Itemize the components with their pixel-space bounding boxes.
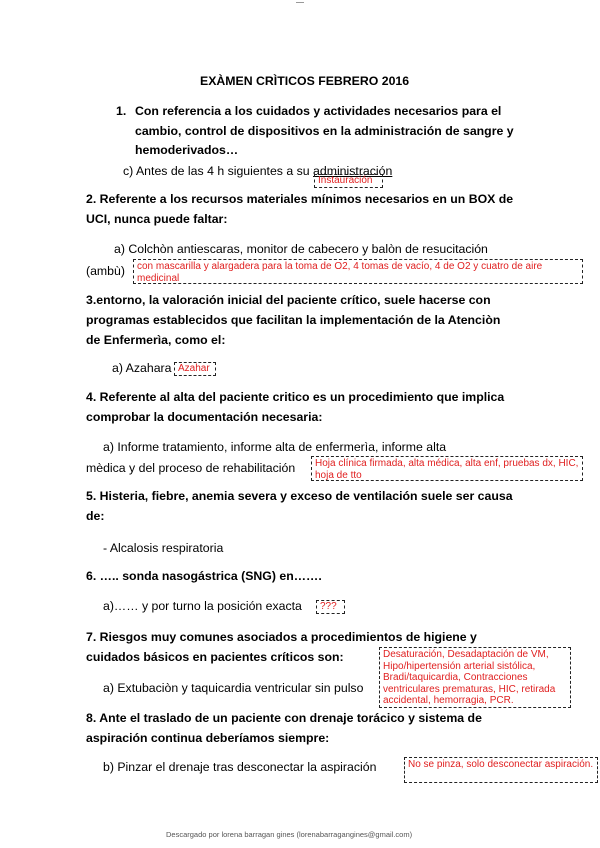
q1-line2: cambio, control de dispositivos en la administración de sangre y bbox=[135, 124, 514, 138]
q4-annotation: Hoja clínica firmada, alta médica, alta enf, pruebas dx, HIC, hoja de tto bbox=[311, 456, 583, 481]
q8-answer: b) Pinzar el drenaje tras desconectar la aspiración bbox=[103, 760, 377, 774]
q1-line3: hemoderivados… bbox=[135, 143, 239, 157]
q5-line2: de: bbox=[86, 509, 105, 523]
q2-line2: UCI, nunca puede faltar: bbox=[86, 212, 228, 226]
q8-line1: 8. Ante el traslado de un paciente con drenaje torácico y sistema de bbox=[86, 711, 482, 725]
q1-line1: Con referencia a los cuidados y actividades necesarios para el bbox=[135, 104, 502, 118]
q7-answer: a) Extubaciòn y taquicardia ventricular sin pulso bbox=[103, 681, 364, 695]
page-title: EXÀMEN CRÌTICOS FEBRERO 2016 bbox=[200, 74, 410, 88]
download-footer: Descargado por lorena barragan gines (lorenabarragangines@gmail.com) bbox=[166, 830, 413, 839]
q4-answer-line1: a) Informe tratamiento, informe alta de enfermerìa, informe alta bbox=[103, 440, 447, 454]
q1-annotation: Instauración bbox=[314, 174, 383, 188]
q1-number: 1. bbox=[116, 104, 127, 118]
q3-line2: programas establecidos que facilitan la implementación de la Atenciòn bbox=[86, 313, 501, 327]
top-mark bbox=[296, 2, 304, 3]
q4-line1: 4. Referente al alta del paciente critico es un procedimiento que implica bbox=[86, 390, 505, 404]
q7-annotation: Desaturación, Desadaptación de VM, Hipo/hipertensión arterial sistólica, Bradi/taquicardia, Contracciones ventriculares prematuras, HIC, retirada accidental, hemorragia, PCR. bbox=[379, 647, 571, 708]
q6-answer: a)…… y por turno la posición exacta bbox=[103, 599, 302, 613]
q1-answer-underlined: administración bbox=[313, 164, 393, 178]
q3-annotation: Azahar bbox=[174, 362, 216, 376]
q3-answer: a) Azahara bbox=[112, 361, 172, 375]
q3-line1: 3.entorno, la valoración inicial del paciente crítico, suele hacerse con bbox=[86, 293, 491, 307]
q7-line2: cuidados básicos en pacientes críticos son: bbox=[86, 650, 344, 664]
q7-line1: 7. Riesgos muy comunes asociados a procedimientos de higiene y bbox=[86, 630, 477, 644]
q2-annotation: con mascarilla y alargadera para la toma de O2, 4 tomas de vacío, 4 de O2 y cuatro de aire medicinal bbox=[133, 259, 583, 284]
q4-line2: comprobar la documentación necesaria: bbox=[86, 410, 323, 424]
q2-answer-line1: a) Colchòn antiescaras, monitor de cabecero y balòn de resucitación bbox=[114, 242, 488, 256]
q5-line1: 5. Histeria, fiebre, anemia severa y exceso de ventilación suele ser causa bbox=[86, 489, 513, 503]
q4-answer-line2: mèdica y del proceso de rehabilitación bbox=[86, 461, 296, 475]
q5-answer: - Alcalosis respiratoria bbox=[103, 541, 224, 555]
q3-line3: de Enfermerìa, como el: bbox=[86, 333, 226, 347]
q6-annotation: ??? bbox=[316, 600, 345, 614]
q2-line1: 2. Referente a los recursos materiales mínimos necesarios en un BOX de bbox=[86, 192, 514, 206]
q2-answer-line2: (ambù) bbox=[86, 264, 125, 278]
q8-line2: aspiración continua deberíamos siempre: bbox=[86, 731, 330, 745]
q6-line1: 6. ….. sonda nasogástrica (SNG) en……. bbox=[86, 569, 322, 583]
q1-answer-prefix: c) Antes de las 4 h siguientes a su bbox=[123, 164, 314, 178]
q8-annotation: No se pinza, solo desconectar aspiración. bbox=[404, 757, 598, 783]
